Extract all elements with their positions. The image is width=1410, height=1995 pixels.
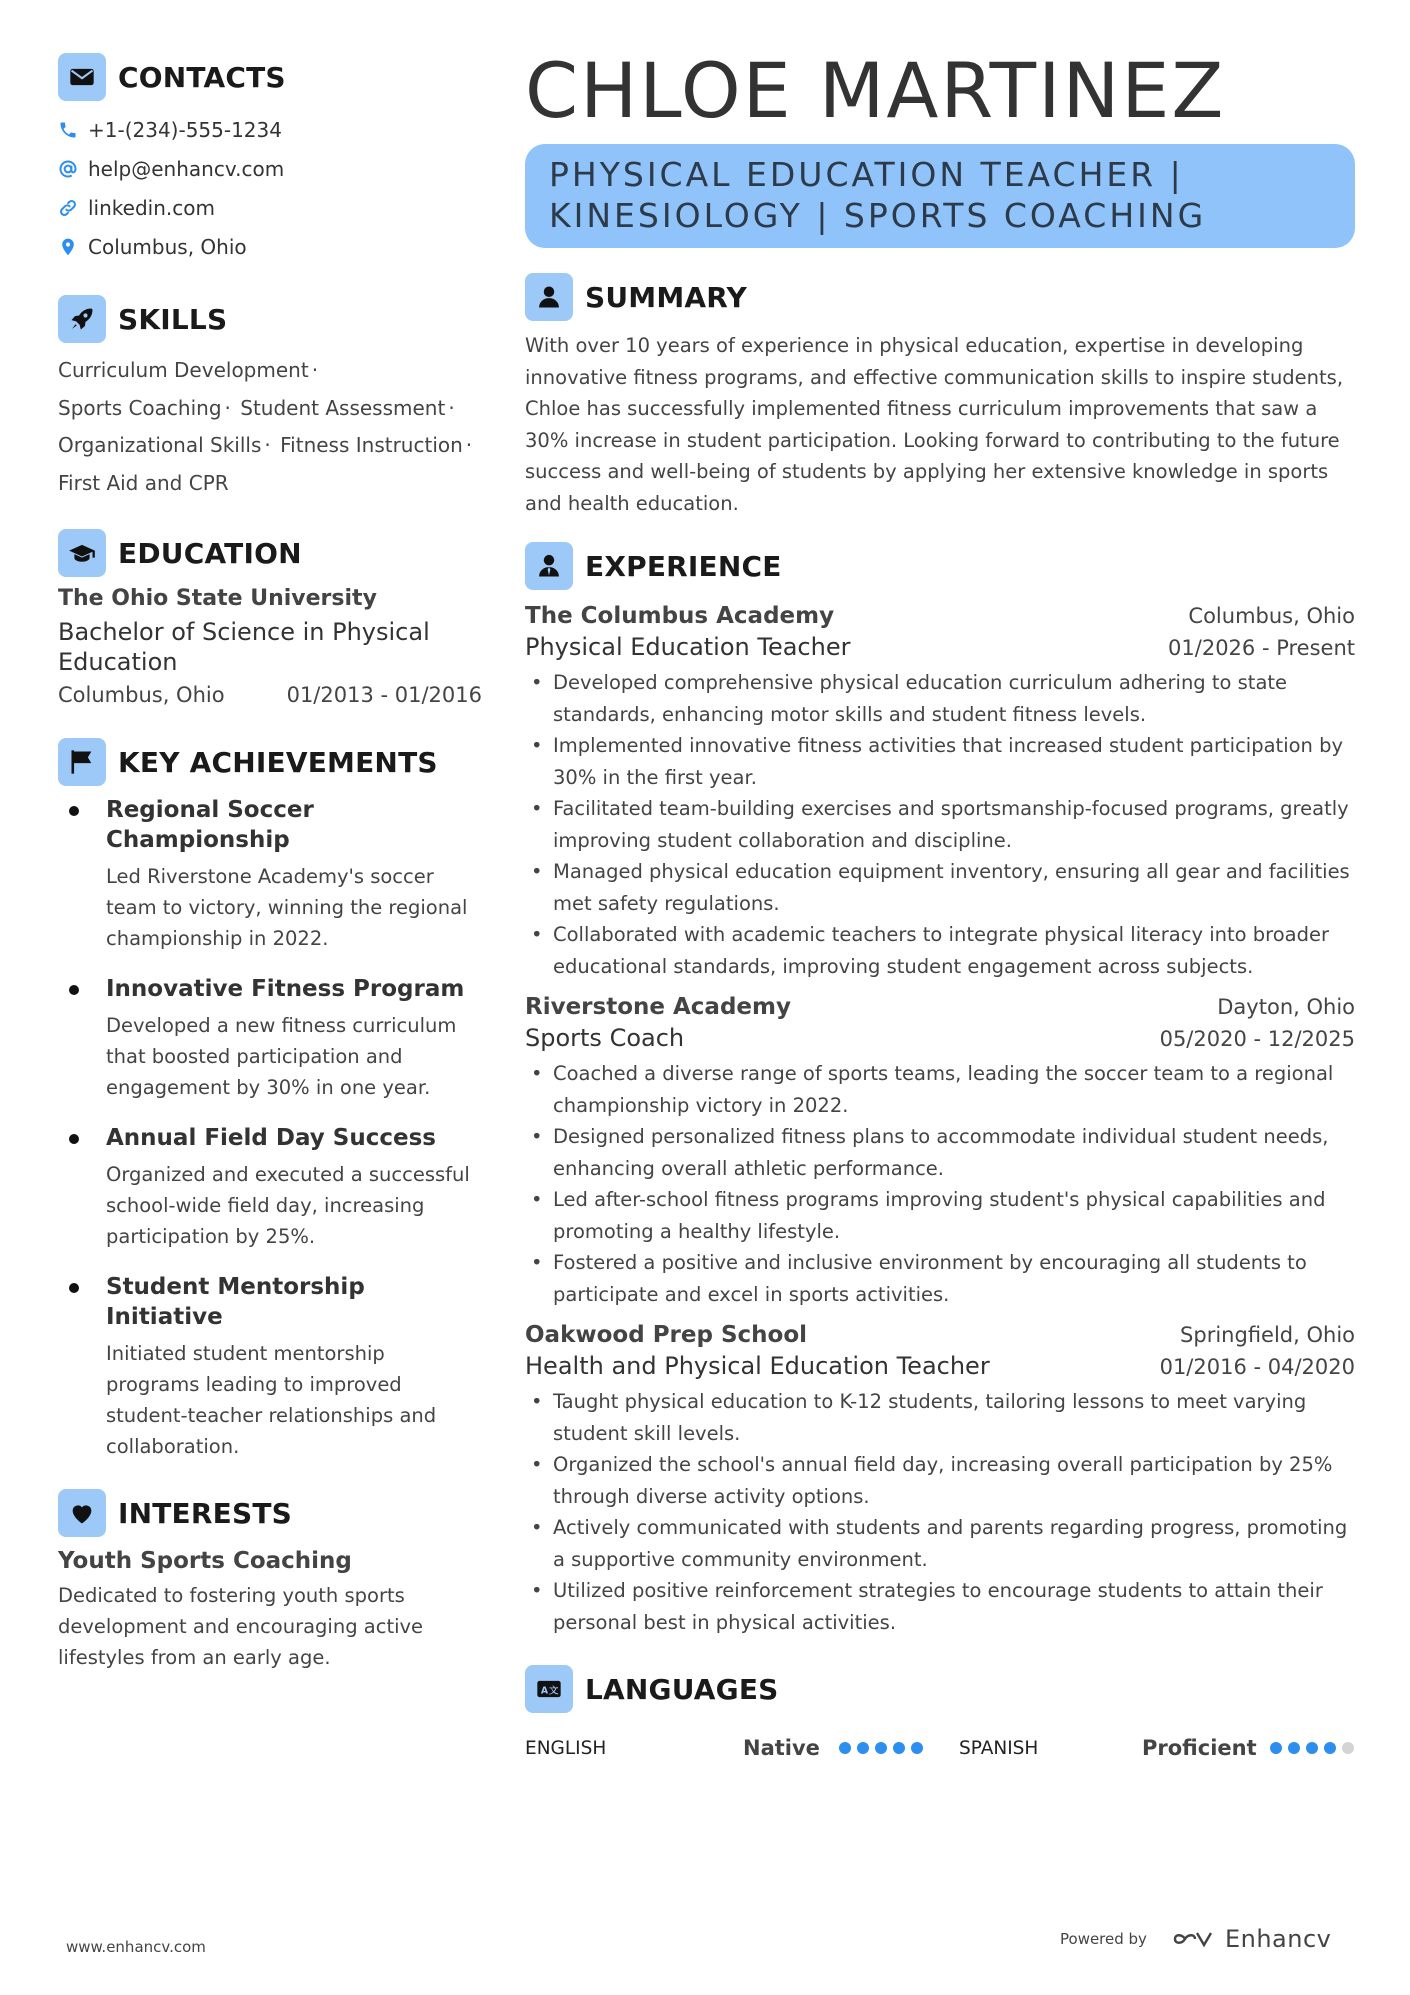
job-bullets — [525, 1058, 1355, 1310]
job-dates: 05/2020 - 12/2025 — [1159, 1027, 1355, 1051]
summary-text: With over 10 years of experience in physical education, expertise in developing innovative fitness programs, and effective communication skills to inspire students, Chloe has successfully implemented fitness curriculum improvements that saw a 30% increase in student participation. Looking forward to contributing to the future success and well-being of students by applying her extensive knowledge in sports and health education. — [525, 334, 1344, 515]
envelope-icon — [58, 53, 106, 101]
contact-linkedin[interactable] — [58, 188, 482, 227]
rating-dot-filled — [1270, 1742, 1282, 1754]
job-bullets — [525, 667, 1355, 982]
job-bullet: • Implemented innovative fitness activities that increased student participation by 30% in the first year. — [525, 730, 1355, 793]
education-header — [58, 528, 482, 578]
rating-dot-filled — [857, 1742, 869, 1754]
rating-dot-filled — [839, 1742, 851, 1754]
rating-dot-filled — [1324, 1742, 1336, 1754]
at-icon — [58, 159, 78, 179]
job-role: Sports Coach — [525, 1024, 685, 1052]
footer-website[interactable]: www.enhancv.com — [66, 1938, 206, 1956]
contact-phone[interactable] — [58, 110, 482, 149]
right-column — [525, 48, 1355, 1760]
language-rating — [1270, 1742, 1354, 1754]
contacts-title: CONTACTS — [118, 60, 286, 94]
skills-title: SKILLS — [118, 302, 228, 336]
job-entry — [525, 994, 1355, 1310]
achievements-list — [58, 795, 482, 1462]
language-level: Native — [743, 1736, 820, 1760]
job-bullet: • Developed comprehensive physical education curriculum adhering to state standards, enhancing motor skills and student fitness levels. — [525, 667, 1355, 730]
summary-header — [525, 272, 1355, 322]
enhancv-logo-icon — [1171, 1927, 1217, 1951]
interests-header — [58, 1488, 482, 1538]
achievements-title: KEY ACHIEVEMENTS — [118, 745, 438, 779]
skill-item: Sports Coaching — [58, 395, 222, 420]
achievement-item — [58, 795, 482, 954]
interests-section — [58, 1488, 482, 1673]
job-bullet: • Actively communicated with students and parents regarding progress, promoting a supportive community environment. — [525, 1512, 1355, 1575]
job-bullet: • Taught physical education to K-12 students, tailoring lessons to meet varying student skill levels. — [525, 1386, 1355, 1449]
job-company: Oakwood Prep School — [525, 1322, 808, 1348]
heart-icon — [58, 1489, 106, 1537]
rating-dot-filled — [1288, 1742, 1300, 1754]
languages-section — [525, 1664, 1355, 1760]
achievement-desc: Organized and executed a successful school-wide field day, increasing participation by 25%. — [106, 1163, 470, 1248]
job-location: Dayton, Ohio — [1217, 995, 1355, 1019]
job-bullet: • Led after-school fitness programs improving student's physical capabilities and promoting a healthy lifestyle. — [525, 1184, 1355, 1247]
language-rating — [839, 1742, 923, 1754]
job-role: Health and Physical Education Teacher — [525, 1352, 990, 1380]
job-role: Physical Education Teacher — [525, 633, 851, 661]
language-name: ENGLISH — [525, 1737, 607, 1759]
rating-dot-empty — [1342, 1742, 1354, 1754]
job-entry — [525, 603, 1355, 982]
svg-text:文: 文 — [549, 1685, 559, 1697]
rocket-icon — [58, 295, 106, 343]
powered-by-text: Powered by — [1060, 1930, 1147, 1948]
job-bullet: • Collaborated with academic teachers to integrate physical literacy into broader educational standards, improving student engagement across subjects. — [525, 919, 1355, 982]
contact-email[interactable] — [58, 149, 482, 188]
job-dates: 01/2016 - 04/2020 — [1159, 1355, 1355, 1379]
left-column — [58, 52, 482, 1673]
achievement-item — [58, 974, 482, 1103]
education-section — [58, 528, 482, 707]
phone-icon — [58, 120, 78, 140]
candidate-title: PHYSICAL EDUCATION TEACHER | KINESIOLOGY | SPORTS COACHING — [525, 144, 1355, 248]
svg-text:A: A — [540, 1685, 549, 1697]
flag-icon — [58, 738, 106, 786]
languages-row — [525, 1736, 1355, 1760]
languages-title: LANGUAGES — [585, 1672, 779, 1706]
skills-section — [58, 294, 482, 502]
job-entry — [525, 1322, 1355, 1638]
education-degree: Bachelor of Science in Physical Education — [58, 618, 430, 676]
translate-icon — [525, 1665, 573, 1713]
skill-item: Fitness Instruction — [280, 433, 463, 457]
achievement-item — [58, 1123, 482, 1252]
contact-list — [58, 110, 482, 266]
contact-email-text: help@enhancv.com — [88, 156, 285, 181]
education-location: Columbus, Ohio — [58, 683, 225, 707]
language-level: Proficient — [1142, 1736, 1257, 1760]
experience-section — [525, 541, 1355, 1638]
summary-title: SUMMARY — [585, 280, 748, 314]
job-bullet: • Fostered a positive and inclusive environment by encouraging all students to participate and excel in sports activities. — [525, 1247, 1355, 1310]
education-dates: 01/2013 - 01/2016 — [286, 683, 482, 707]
rating-dot-filled — [893, 1742, 905, 1754]
rating-dot-filled — [1306, 1742, 1318, 1754]
job-bullet: • Utilized positive reinforcement strategies to encourage students to attain their personal best in physical activities. — [525, 1575, 1355, 1638]
achievement-desc: Led Riverstone Academy's soccer team to victory, winning the regional championship in 2022. — [106, 865, 468, 950]
bullet-dot — [69, 985, 79, 995]
summary-section — [525, 272, 1355, 519]
bullet-dot — [69, 806, 79, 816]
interest-title: Youth Sports Coaching — [58, 1548, 352, 1574]
language-name: SPANISH — [959, 1737, 1039, 1759]
rating-dot-filled — [875, 1742, 887, 1754]
job-bullet: • Organized the school's annual field day, increasing overall participation by 25% through diverse activity options. — [525, 1449, 1355, 1512]
job-bullet: • Facilitated team-building exercises and sportsmanship-focused programs, greatly improving student collaboration and discipline. — [525, 793, 1355, 856]
achievement-item — [58, 1272, 482, 1462]
achievement-title: Annual Field Day Success — [106, 1125, 436, 1151]
skill-item: Student Assessment — [240, 395, 446, 420]
bullet-dot — [69, 1283, 79, 1293]
skills-header — [58, 294, 482, 344]
education-school: The Ohio State University — [58, 586, 377, 611]
achievement-title: Student Mentorship Initiative — [106, 1274, 365, 1330]
job-bullets — [525, 1386, 1355, 1638]
job-location: Springfield, Ohio — [1180, 1323, 1355, 1347]
achievement-desc: Developed a new fitness curriculum that boosted participation and engagement by 30% in one year. — [106, 1014, 457, 1099]
contact-linkedin-text: linkedin.com — [88, 195, 215, 220]
contacts-header — [58, 52, 482, 102]
experience-title: EXPERIENCE — [585, 549, 782, 583]
contact-location-text: Columbus, Ohio — [88, 234, 247, 259]
candidate-name: CHLOE MARTINEZ — [525, 46, 1226, 135]
contact-location — [58, 227, 482, 266]
link-icon — [58, 198, 78, 218]
achievement-desc: Initiated student mentorship programs leading to improved student-teacher relationships and collaboration. — [106, 1342, 437, 1458]
graduation-cap-icon — [58, 529, 106, 577]
achievements-section — [58, 737, 482, 1462]
experience-header — [525, 541, 1355, 591]
job-company: The Columbus Academy — [525, 603, 835, 629]
languages-header — [525, 1664, 1355, 1714]
education-meta — [58, 683, 482, 707]
education-title: EDUCATION — [118, 536, 302, 570]
contact-phone-text: +1-(234)-555-1234 — [88, 117, 282, 142]
enhancv-brand-text: Enhancv — [1224, 1925, 1332, 1953]
job-location: Columbus, Ohio — [1188, 604, 1355, 628]
skill-item: Curriculum Development — [58, 358, 309, 382]
skill-item: Organizational Skills — [58, 433, 262, 457]
job-bullet: • Managed physical education equipment inventory, ensuring all gear and facilities met safety regulations. — [525, 856, 1355, 919]
job-company: Riverstone Academy — [525, 994, 791, 1020]
job-bullet: • Designed personalized fitness plans to accommodate individual student needs, enhancing overall athletic performance. — [525, 1121, 1355, 1184]
rating-dot-filled — [911, 1742, 923, 1754]
user-icon — [525, 273, 573, 321]
skills-list: Curriculum Development · Sports Coaching · Student Assessment · Organizational Skills · Fitness Instruction · First Aid and CPR — [58, 358, 473, 495]
job-dates: 01/2026 - Present — [1168, 636, 1355, 660]
bullet-dot — [69, 1134, 79, 1144]
briefcase-user-icon — [525, 542, 573, 590]
achievements-header — [58, 737, 482, 787]
interests-title: INTERESTS — [118, 1496, 292, 1530]
interest-desc: Dedicated to fostering youth sports development and encouraging active lifestyles from an early age. — [58, 1584, 424, 1669]
job-bullet: • Coached a diverse range of sports teams, leading the soccer team to a regional championship victory in 2022. — [525, 1058, 1355, 1121]
achievement-title: Innovative Fitness Program — [106, 976, 465, 1002]
achievement-title: Regional Soccer Championship — [106, 797, 314, 853]
footer-branding — [1060, 1925, 1331, 1953]
location-pin-icon — [58, 237, 78, 257]
skill-item: First Aid and CPR — [58, 470, 229, 495]
contacts-section — [58, 52, 482, 266]
